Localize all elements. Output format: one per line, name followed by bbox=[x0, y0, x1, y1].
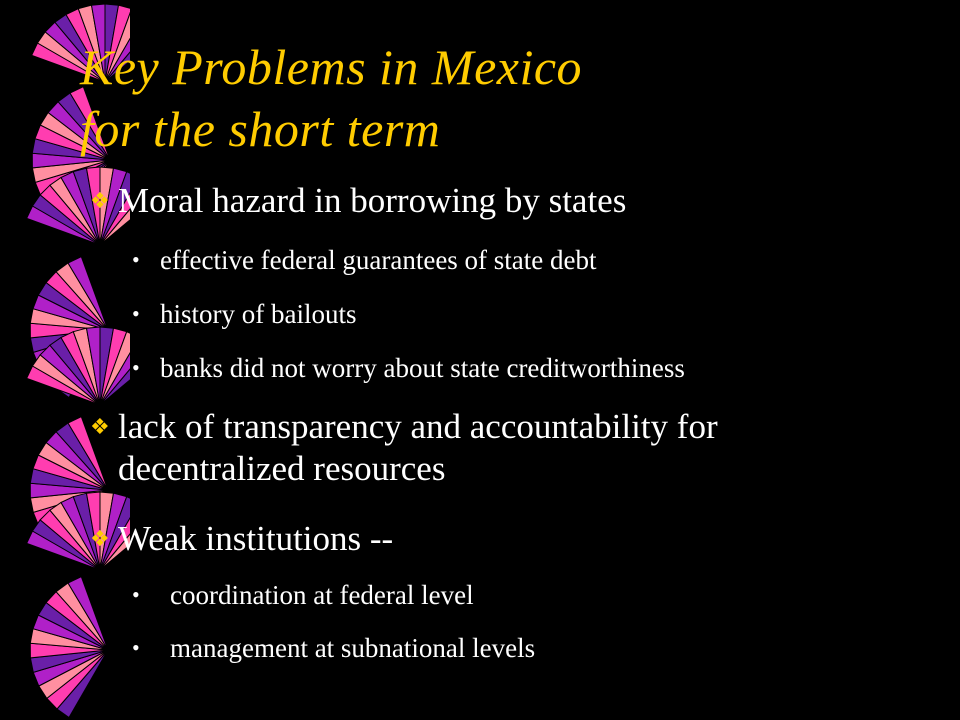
sub-bullet-text: management at subnational levels bbox=[170, 633, 536, 663]
bullet-item bbox=[118, 180, 626, 222]
sub-bullet-dot-icon: • bbox=[132, 247, 140, 272]
sub-bullet-dot-icon: • bbox=[132, 301, 140, 326]
title-line-2: for the short term bbox=[80, 101, 441, 157]
sub-bullet-text: banks did not worry about state creditworthiness bbox=[160, 353, 685, 383]
sub-bullet-dot-icon: • bbox=[132, 582, 140, 607]
sub-bullet-text: history of bailouts bbox=[160, 299, 357, 329]
bullet-marker-icon: ❖ bbox=[90, 526, 110, 551]
bullet-text: Moral hazard in borrowing by states bbox=[118, 181, 627, 220]
sub-bullet-dot-icon: • bbox=[132, 635, 140, 660]
bullet-item bbox=[118, 406, 718, 490]
sub-bullet-dot-icon: • bbox=[132, 355, 140, 380]
title-line-1: Key Problems in Mexico bbox=[80, 39, 583, 95]
bullet-text: lack of transparency and accountability for bbox=[118, 407, 718, 446]
bullet-item bbox=[118, 518, 393, 560]
sub-bullet-text: effective federal guarantees of state debt bbox=[160, 245, 597, 275]
bullet-text: decentralized resources bbox=[118, 449, 446, 488]
bullet-marker-icon: ❖ bbox=[90, 414, 110, 439]
bullet-text: Weak institutions -- bbox=[118, 519, 394, 558]
sub-bullet-text: coordination at federal level bbox=[170, 580, 474, 610]
bullet-marker-icon: ❖ bbox=[90, 188, 110, 213]
